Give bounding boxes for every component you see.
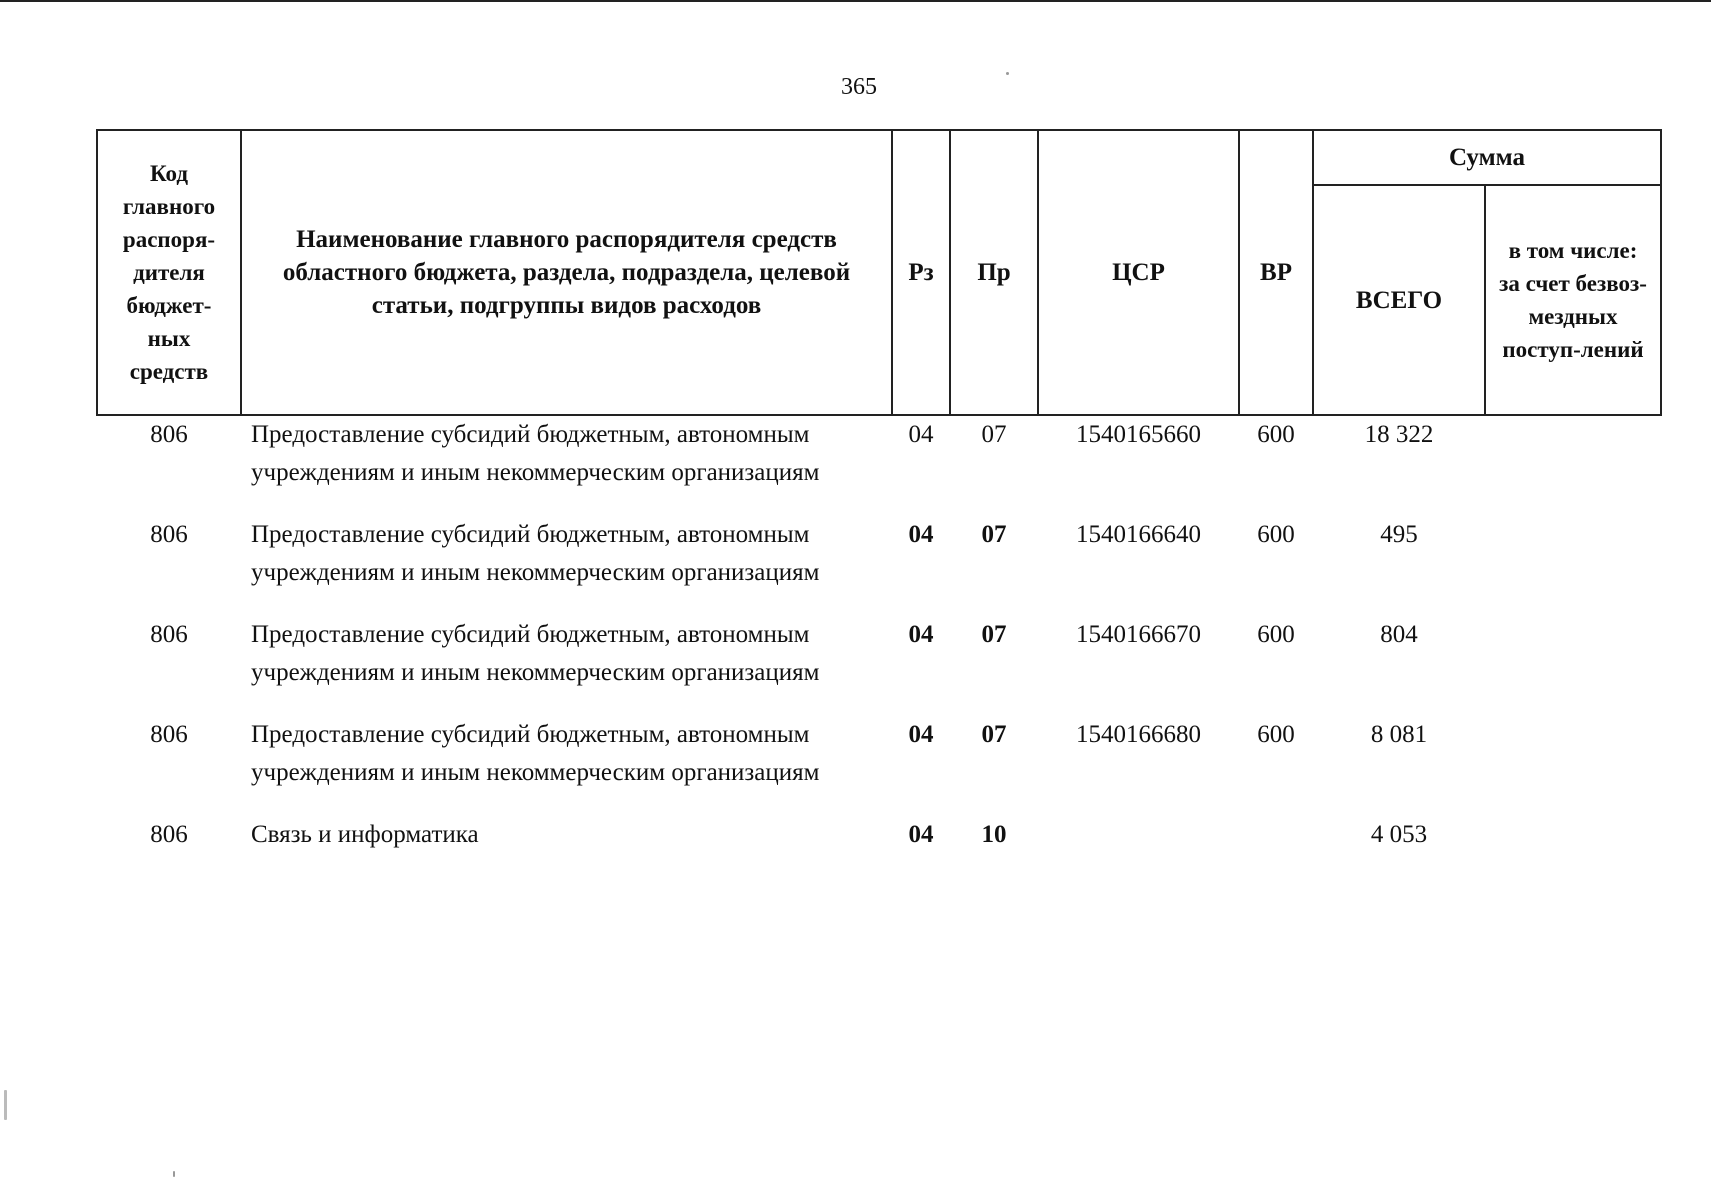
cell-vr <box>1239 814 1313 876</box>
cell-csr <box>1038 814 1239 876</box>
cell-code: 806 <box>150 421 188 448</box>
cell-total: 18 322 <box>1364 421 1434 448</box>
header-vr: ВР <box>1239 130 1313 415</box>
cell-name: Предоставление субсидий бюджетным, автономным учреждениям и иным некоммерческим организациям <box>251 721 820 786</box>
cell-incl-free <box>1485 714 1661 814</box>
table-row <box>97 714 1661 814</box>
table-row <box>97 514 1661 614</box>
cell-pr: 07 <box>981 621 1007 648</box>
table-body <box>97 415 1661 876</box>
cell-code: 806 <box>150 721 188 748</box>
cell-csr: 1540166640 <box>1076 521 1201 548</box>
cell-csr: 1540165660 <box>1076 421 1201 448</box>
cell-rz: 04 <box>908 821 934 848</box>
cell-vr: 600 <box>1257 421 1295 448</box>
cell-rz: 04 <box>908 621 934 648</box>
table-row <box>97 415 1661 514</box>
cell-vr: 600 <box>1257 521 1295 548</box>
cell-incl-free <box>1485 514 1661 614</box>
cell-incl-free <box>1485 814 1661 876</box>
scan-speck <box>1006 72 1009 75</box>
cell-pr: 07 <box>981 521 1007 548</box>
cell-total: 4 053 <box>1370 821 1428 848</box>
cell-vr: 600 <box>1257 721 1295 748</box>
cell-csr: 1540166680 <box>1076 721 1201 748</box>
cell-code: 806 <box>150 821 188 848</box>
cell-name: Связь и информатика <box>251 821 479 848</box>
cell-code: 806 <box>150 621 188 648</box>
cell-name: Предоставление субсидий бюджетным, автономным учреждениям и иным некоммерческим организациям <box>251 421 820 486</box>
header-pr: Пр <box>950 130 1038 415</box>
header-incl-free: в том числе: за счет безвоз-мездных поступ-лений <box>1485 185 1661 415</box>
cell-code: 806 <box>150 521 188 548</box>
cell-rz: 04 <box>908 521 934 548</box>
cell-rz: 04 <box>908 421 934 448</box>
cell-name: Предоставление субсидий бюджетным, автономным учреждениям и иным некоммерческим организациям <box>251 621 820 686</box>
budget-expenditure-table <box>96 129 1662 876</box>
cell-total: 8 081 <box>1370 721 1428 748</box>
header-csr: ЦСР <box>1038 130 1239 415</box>
cell-rz: 04 <box>908 721 934 748</box>
cell-pr: 07 <box>981 421 1007 448</box>
header-total: ВСЕГО <box>1313 185 1485 415</box>
header-rz: Рз <box>892 130 950 415</box>
table-header <box>97 130 1661 415</box>
cell-pr: 07 <box>981 721 1007 748</box>
cell-pr: 10 <box>981 821 1007 848</box>
table-row <box>97 614 1661 714</box>
cell-incl-free <box>1485 415 1661 514</box>
cell-total: 804 <box>1380 621 1418 648</box>
header-name: Наименование главного распорядителя средств областного бюджета, раздела, подраздела, целевой статьи, подгруппы видов расходов <box>241 130 892 415</box>
cell-csr: 1540166670 <box>1076 621 1201 648</box>
scan-speck <box>173 1171 175 1177</box>
header-code: Код главного распоря-дителя бюджет-ных средств <box>97 130 241 415</box>
cell-incl-free <box>1485 614 1661 714</box>
header-sum: Сумма <box>1313 130 1661 185</box>
cell-name: Предоставление субсидий бюджетным, автономным учреждениям и иным некоммерческим организациям <box>251 521 820 586</box>
page-number: 365 <box>841 74 877 100</box>
table-row <box>97 814 1661 876</box>
cell-vr: 600 <box>1257 621 1295 648</box>
scan-speck <box>4 1090 7 1120</box>
scan-top-border <box>0 0 1711 2</box>
cell-total: 495 <box>1380 521 1418 548</box>
